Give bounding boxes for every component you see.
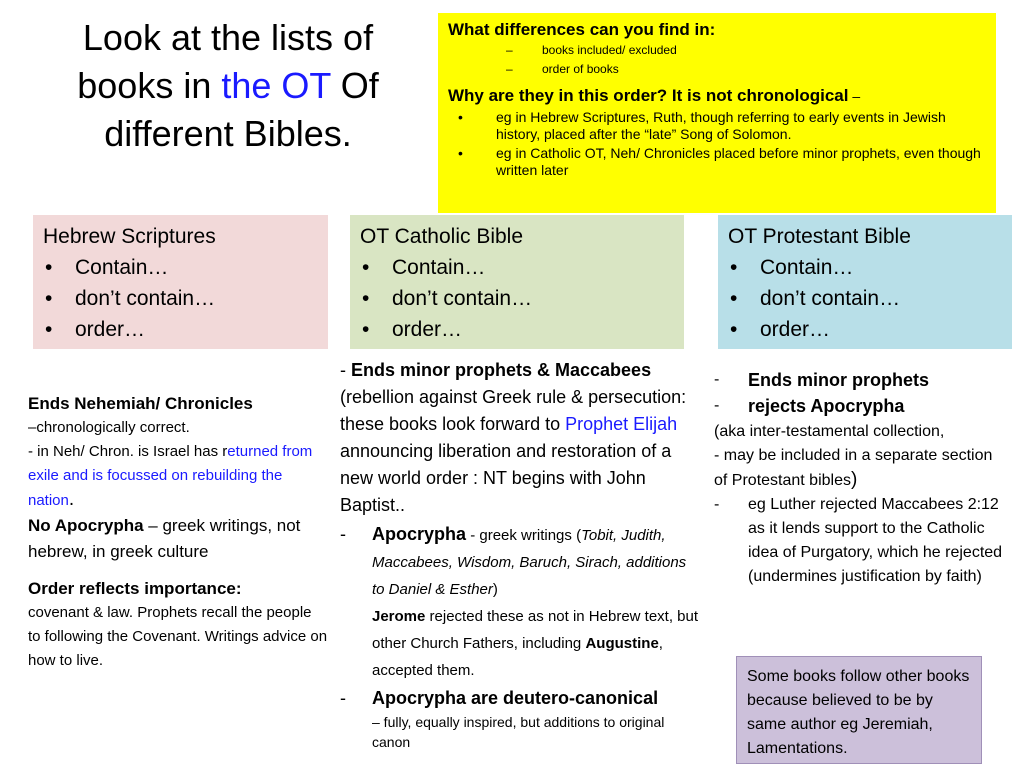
catholic-bible-box (350, 215, 684, 349)
protestant-notes-line-4-tail: ) (850, 469, 858, 490)
catholic-notes-item-1-c: rejected these as not in Hebrew text, but other Church Fathers, including (372, 608, 699, 652)
protestant-notes-row-1 (714, 368, 1004, 394)
catholic-notes-item-2-dash: - (340, 688, 346, 708)
hebrew-notes-heading-2: No Apocrypha (28, 516, 144, 535)
title-line-2-highlight: the OT (221, 65, 331, 106)
protestant-notes-heading-2: rejects Apocrypha (748, 396, 905, 416)
catholic-notes-item-2-tail: – fully, equally inspired, but additions to original canon (372, 714, 665, 750)
catholic-notes (340, 357, 702, 752)
catholic-box-item: • don’t contain… (360, 283, 674, 314)
hebrew-notes-line-2a: - in Neh/ Chron. is Israel has r (28, 443, 228, 460)
question-1-item: – books included/ excluded (506, 41, 986, 60)
catholic-notes-para-1b: announcing liberation and restoration of a new world order : NT begins with John Baptist.. (340, 441, 672, 515)
catholic-notes-item-1-d: , accepted them. (372, 635, 663, 679)
protestant-notes-row-2 (714, 394, 1004, 420)
hebrew-notes-heading-3: Order reflects importance: (28, 579, 242, 598)
protestant-notes-line-4 (714, 444, 1004, 493)
catholic-notes-item-1-augustine: Augustine (585, 635, 659, 652)
title-line-2-post: Of (330, 65, 379, 106)
catholic-notes-dash: - (340, 360, 351, 380)
catholic-notes-item-1-jerome: Jerome (372, 608, 426, 625)
catholic-notes-elijah: Prophet Elijah (565, 414, 678, 434)
hebrew-notes-line-2c: . (68, 489, 75, 510)
protestant-notes-dash: - (714, 371, 720, 388)
question-2-tail: – (848, 88, 861, 104)
question-2-list (448, 109, 986, 179)
catholic-notes-heading: Ends minor prophets & Maccabees (351, 360, 652, 380)
page-title (58, 14, 398, 158)
hebrew-notes (28, 392, 328, 673)
title-line-3: different Bibles. (104, 113, 352, 154)
question-1: What differences can you find in: (448, 20, 716, 39)
protestant-notes-dash: - (714, 397, 720, 414)
catholic-notes-item-1-a: - greek writings ( (466, 527, 582, 544)
hebrew-box-title: Hebrew Scriptures (43, 225, 216, 248)
catholic-box-item: • order… (360, 314, 674, 345)
question-2-item: • eg in Catholic OT, Neh/ Chronicles placed before minor prophets, even though written later (458, 145, 986, 179)
questions-box (438, 13, 996, 213)
catholic-notes-item-1 (340, 521, 702, 683)
protestant-notes (714, 368, 1004, 589)
protestant-notes-heading-1: Ends minor prophets (748, 370, 930, 390)
protestant-box-list (728, 252, 1002, 345)
protestant-box-item: • don’t contain… (728, 283, 1002, 314)
protestant-box-title: OT Protestant Bible (728, 225, 911, 248)
hebrew-box-item: • Contain… (43, 252, 318, 283)
catholic-notes-item-1-books: Tobit, Judith, Maccabees, Wisdom, Baruch, Sirach, additions to Daniel & Esther (372, 527, 687, 598)
catholic-notes-item-1-heading: Apocrypha (372, 524, 467, 544)
question-2-text: Why are they in this order? It is not chronological (448, 86, 849, 105)
hebrew-notes-heading-1: Ends Nehemiah/ Chronicles (28, 394, 253, 413)
hebrew-notes-line-3: covenant & law. Prophets recall the people to following the Covenant. Writings advice on how to live. (28, 604, 328, 669)
hebrew-scriptures-box (33, 215, 328, 349)
protestant-notes-row-5 (714, 493, 1004, 589)
hebrew-box-item: • order… (43, 314, 318, 345)
hebrew-notes-para-2 (28, 513, 328, 565)
catholic-notes-item-2-heading: Apocrypha are deutero-canonical (372, 688, 659, 708)
protestant-notes-line-3: (aka inter-testamental collection, (714, 423, 945, 440)
question-2 (448, 85, 986, 107)
question-2-item: • eg in Hebrew Scriptures, Ruth, though referring to early events in Jewish history, placed after the “late” Song of Solomon. (458, 109, 986, 143)
question-1-item: – order of books (506, 60, 986, 79)
protestant-notes-luther: eg Luther rejected Maccabees 2:12 as it lends support to the Catholic idea of Purgatory, which he rejected (undermines justification by faith) (748, 496, 1003, 585)
hebrew-notes-line-2 (28, 440, 328, 513)
catholic-notes-para-1a: (rebellion against Greek rule & persecution: these books look forward to (340, 387, 687, 434)
catholic-notes-item-2 (340, 685, 702, 712)
hebrew-notes-line-2b: eturned from exile and is focussed on rebuilding the nation (28, 443, 313, 509)
title-line-1: Look at the lists of (82, 17, 374, 58)
hebrew-notes-line-1: –chronologically correct. (28, 419, 190, 436)
question-1-list (448, 41, 986, 79)
protestant-box-item: • order… (728, 314, 1002, 345)
catholic-box-item: • Contain… (360, 252, 674, 283)
protestant-bible-box (718, 215, 1012, 349)
title-line-2-pre: books in (77, 65, 222, 106)
protestant-notes-dash: - (714, 496, 720, 513)
catholic-notes-item-1-b: ) (492, 581, 498, 598)
catholic-notes-para-1 (340, 357, 702, 519)
protestant-box-item: • Contain… (728, 252, 1002, 283)
hebrew-notes-para-2-tail: – greek writings, not hebrew, in greek culture (28, 516, 301, 561)
author-note-box (736, 656, 982, 764)
protestant-notes-line-4-text: - may be included in a separate section of Protestant bibles (714, 447, 993, 489)
catholic-box-title: OT Catholic Bible (360, 225, 524, 248)
hebrew-box-list (43, 252, 318, 345)
hebrew-box-item: • don’t contain… (43, 283, 318, 314)
catholic-notes-item-1-dash: - (340, 524, 346, 544)
catholic-box-list (360, 252, 674, 345)
author-note-text: Some books follow other books because believed to be by same author eg Jeremiah, Lamentations. (747, 668, 970, 757)
